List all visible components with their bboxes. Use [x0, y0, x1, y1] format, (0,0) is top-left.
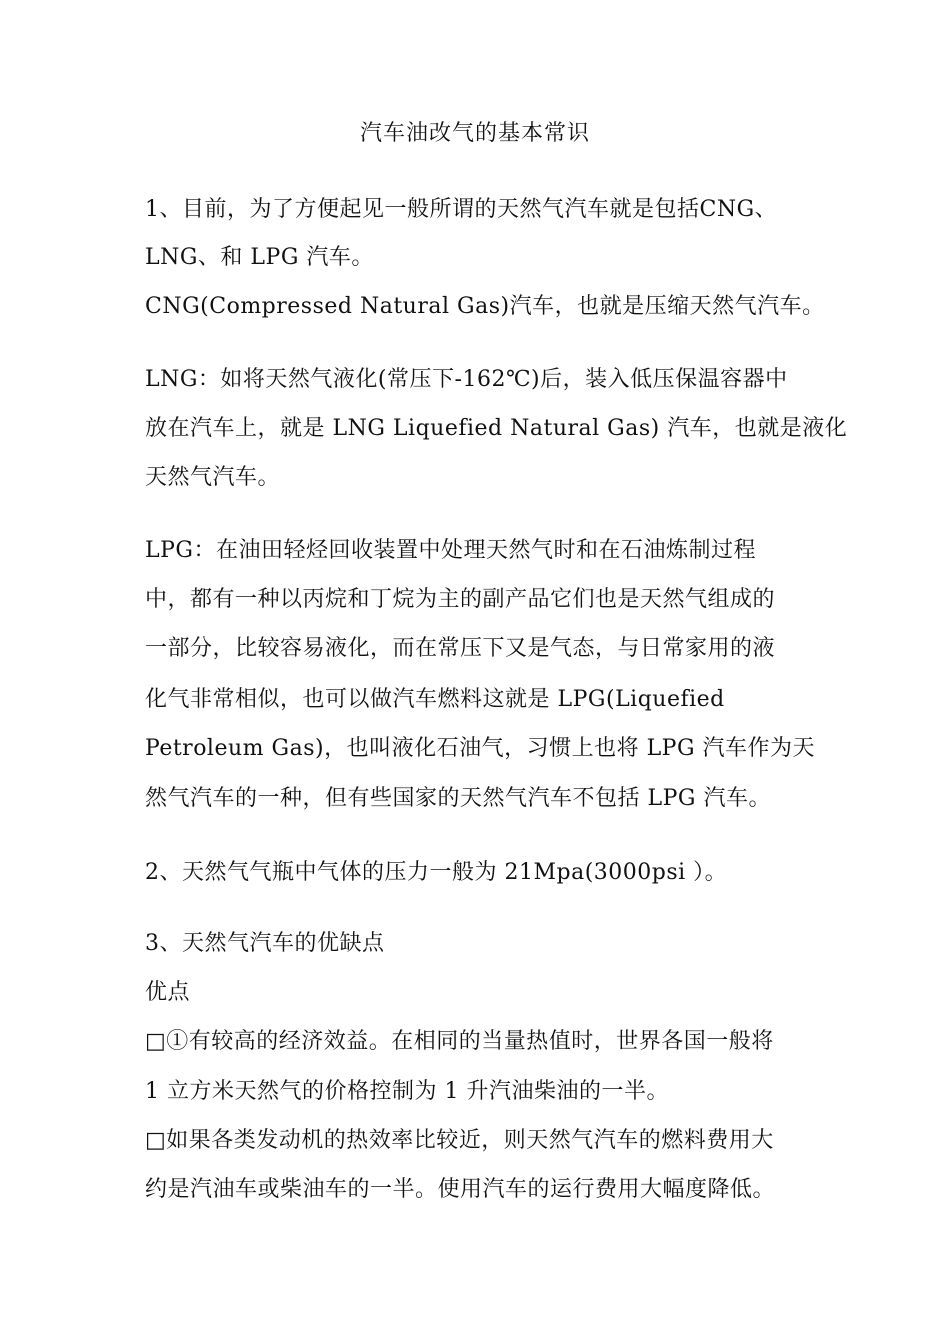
paragraph-line: LNG、和 LPG 汽车。 — [145, 245, 374, 270]
document-title: 汽车油改气的基本常识 — [359, 121, 590, 146]
subheading: 优点 — [145, 980, 191, 1005]
paragraph-line: 然气汽车的一种，但有些国家的天然气汽车不包括 LPG 汽车。 — [145, 786, 771, 811]
paragraph-line: 化气非常相似，也可以做汽车燃料这就是 LPG(Liquefied — [145, 687, 725, 712]
paragraph-line: 约是汽油车或柴油车的一半。使用汽车的运行费用大幅度降低。 — [145, 1177, 776, 1202]
paragraph-line: 天然气汽车。 — [145, 465, 281, 490]
section-heading: 3、天然气汽车的优缺点 — [145, 931, 385, 956]
paragraph-line: □①有较高的经济效益。在相同的当量热值时，世界各国一般将 — [145, 1029, 774, 1054]
paragraph-line: □如果各类发动机的热效率比较近，则天然气汽车的燃料费用大 — [145, 1128, 774, 1153]
paragraph-line: 1 立方米天然气的价格控制为 1 升汽油柴油的一半。 — [145, 1079, 669, 1104]
paragraph-line: 一部分，比较容易液化，而在常压下又是气态，与日常家用的液 — [145, 636, 776, 661]
paragraph-line: 1、目前，为了方便起见一般所谓的天然气汽车就是包括CNG、 — [145, 197, 778, 222]
paragraph-line: 中，都有一种以丙烷和丁烷为主的副产品它们也是天然气组成的 — [145, 587, 776, 612]
paragraph-line: CNG(Compressed Natural Gas)汽车，也就是压缩天然气汽车。 — [145, 294, 825, 319]
paragraph-line: 2、天然气气瓶中气体的压力一般为 21Mpa(3000psi ）。 — [145, 860, 728, 885]
paragraph-line: Petroleum Gas)，也叫液化石油气，习惯上也将 LPG 汽车作为天 — [145, 736, 816, 761]
paragraph-line: 放在汽车上，就是 LNG Liquefied Natural Gas) 汽车，也就是液化 — [145, 416, 848, 441]
paragraph-line: LPG：在油田轻烃回收装置中处理天然气时和在石油炼制过程 — [145, 538, 756, 563]
paragraph-line: LNG：如将天然气液化(常压下-162℃)后，装入低压保温容器中 — [145, 367, 788, 392]
